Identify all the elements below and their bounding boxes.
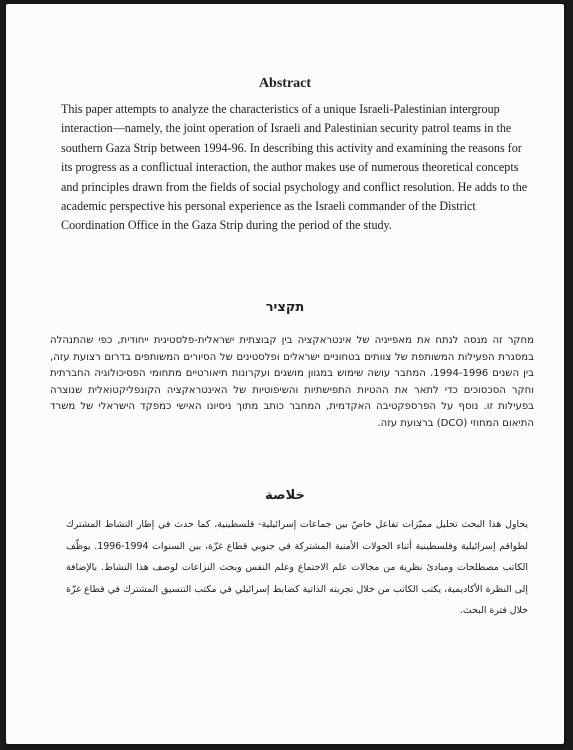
english-abstract-title: Abstract bbox=[258, 76, 312, 91]
english-abstract-body: This paper attempts to analyze the characteristics of a unique Israeli-Palestinian intergroup interaction—namely, the joint operation of Israeli and Palestinian security patrol teams in the southern Gaza Strip between 1994-96. In describing this activity and examining the reasons for its progress as a conflictual interaction, the author makes use of numerous theoretical concepts and principles drawn from the fields of social psychology and conflict resolution. He adds to the academic perspective his personal experience as the Israeli commander of the District Coordination Office in the Gaza Strip during the period of the study. bbox=[61, 102, 528, 233]
arabic-abstract-title: خلاصة bbox=[265, 488, 305, 503]
hebrew-abstract-section bbox=[6, 300, 564, 315]
document-page bbox=[6, 4, 564, 744]
english-abstract-section bbox=[6, 76, 564, 92]
arabic-abstract-body: يحاول هذا البحث تحليل مميّزات تفاعل خاصّ بين جماعات إسرائيلية- فلسطينية، كما حدث في إطار النشاط المشترك لطواقم إسرائيلية وفلسطينية أثناء الجولات الأمنية المشتركة في جنوبي قطاع غزّة، بين السنوات 1994-1996. يوظّف الكاتب مصطلحات ومبادئ نظرية من مجالات علم الاجتماع وعلم النفس وبحث النزاعات لوصف هذا النشاط. بالإضافة إلى النظرة الأكاديمية، يكتب الكاتب من خلال تجربته الذاتية كضابط إسرائيلي في مكتب التنسيق المشترك في قطاع غزّة خلال فترة البحث. bbox=[66, 519, 528, 617]
hebrew-abstract-body: מחקר זה מנסה לנתח את מאפייניה של אינטראקציה בין קבוצתית ישראלית-פלסטינית ייחודית, כפי שהתנהלה במסגרת הפעילות המשותפת של צוותים בטחוניים ישראלים ופלסטינים של הסיורים המשותפים בדרום רצועת עזה, בין השנים 1994-1996. המחבר עושה שימוש במגוון מושגים ועקרונות תיאורטיים מתחומי הפסיכולוגיה החברתית וחקר הסכסוכים כדי לתאר את ההטיות התפישתיות והשיפוטיות של האינטראקציה הקונפליקטואלית שנוצרה בפעילות זו. נוסף על הפרספקטיבה האקדמית, המחבר כותב מתוך ניסיונו האישי כמפקד הישראלי של משרד התיאום המחוזי (DCO) ברצועת עזה. bbox=[50, 335, 534, 429]
hebrew-abstract-title: תקציר bbox=[265, 300, 305, 315]
arabic-abstract-section bbox=[6, 488, 564, 503]
